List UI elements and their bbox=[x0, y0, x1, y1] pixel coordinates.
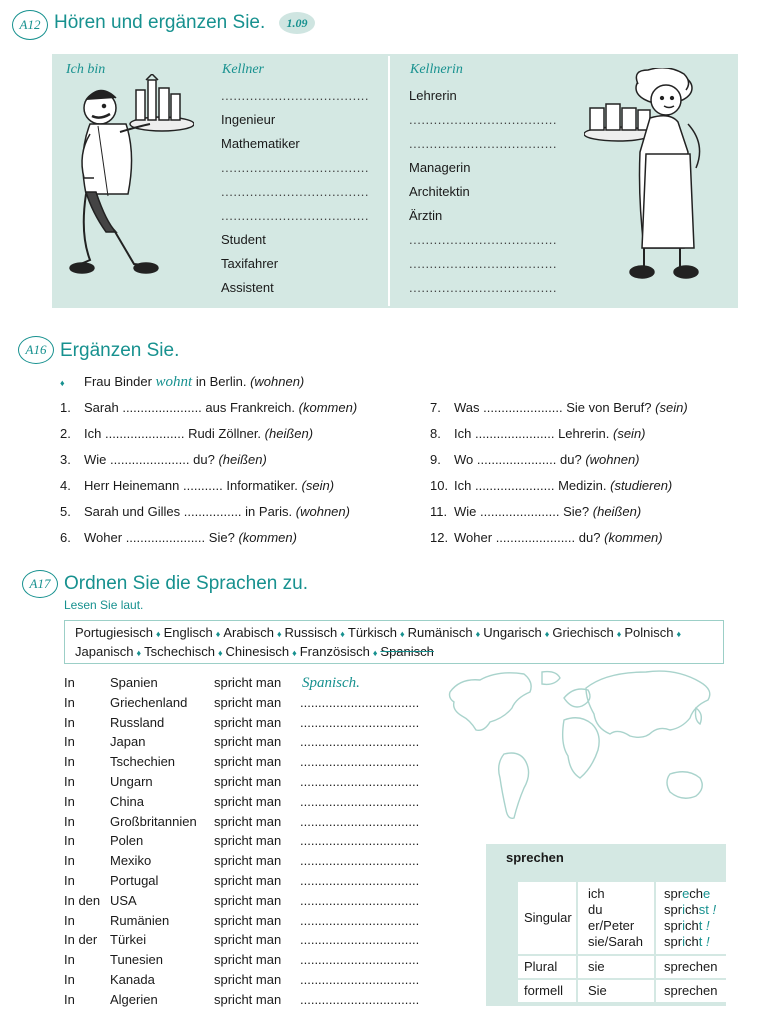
word: Griechisch bbox=[552, 625, 614, 640]
word: Englisch bbox=[163, 625, 213, 640]
exercise-item: 12. Woher ...................... du? (kommen) bbox=[430, 530, 663, 545]
answer-blank[interactable]: ................................. bbox=[300, 932, 420, 948]
exercise-item: 5. Sarah und Gilles ................ in Paris. (wohnen) bbox=[60, 504, 350, 519]
answer-blank[interactable]: ................................. bbox=[300, 952, 420, 968]
kellnerin-item-blank[interactable]: .................................... bbox=[409, 112, 558, 127]
formal-pronoun-cell: Sie bbox=[578, 980, 654, 1002]
answer-blank[interactable]: ................ bbox=[183, 504, 242, 519]
singular-pronouns-cell: ich du er/Peter sie/Sarah bbox=[578, 882, 654, 954]
audio-track-badge[interactable]: 1.09 bbox=[279, 12, 315, 34]
answer-blank[interactable]: ........... bbox=[183, 478, 223, 493]
a16-left-items bbox=[60, 398, 420, 554]
word: Tschechisch bbox=[144, 644, 215, 659]
exercise-item: 3. Wie ...................... du? (heißen) bbox=[60, 452, 267, 467]
answer-blank[interactable]: ................................. bbox=[300, 793, 420, 809]
answer-blank[interactable]: ...................... bbox=[122, 400, 202, 415]
answer-blank[interactable]: ...................... bbox=[480, 504, 560, 519]
column-heading-ich-bin: Ich bin bbox=[66, 62, 106, 77]
plural-label-cell: Plural bbox=[518, 956, 576, 978]
kellner-item: Assistent bbox=[221, 280, 274, 295]
word: Ungarisch bbox=[483, 625, 542, 640]
answer-blank[interactable]: ................................. bbox=[300, 912, 420, 928]
waitress-illustration bbox=[584, 68, 724, 290]
answer-blank[interactable]: ................................. bbox=[300, 714, 420, 730]
exercise-item: 6. Woher ...................... Sie? (kommen) bbox=[60, 530, 297, 545]
answer-blank[interactable]: ...................... bbox=[125, 530, 206, 545]
answer-blank[interactable]: ................................. bbox=[300, 754, 420, 770]
kellnerin-list bbox=[409, 84, 557, 300]
answer-blank[interactable]: ................................. bbox=[300, 833, 420, 849]
word: Französisch bbox=[299, 644, 370, 659]
exercise-item: 8. Ich ...................... Lehrerin. (sein) bbox=[430, 426, 646, 441]
exercise-title-a17: Ordnen Sie die Sprachen zu. bbox=[64, 573, 308, 594]
kellner-item-blank[interactable]: .................................... bbox=[221, 160, 370, 175]
column-divider bbox=[388, 56, 390, 306]
kellnerin-item: Managerin bbox=[409, 160, 471, 175]
word: Portugiesisch bbox=[75, 625, 154, 640]
answer-blank[interactable]: ...................... bbox=[474, 426, 555, 441]
example-hint: (wohnen) bbox=[250, 374, 305, 389]
exercise-item: 4. Herr Heinemann ........... Informatiker. (sein) bbox=[60, 478, 335, 493]
exercise-item: 9. Wo ...................... du? (wohnen) bbox=[430, 452, 640, 467]
word: Chinesisch bbox=[225, 644, 290, 659]
singular-forms-cell: spreche sprichst ! spricht ! spricht ! bbox=[656, 882, 726, 954]
kellnerin-item: Architektin bbox=[409, 184, 470, 199]
word-line-1: Portugiesisch ♦ Englisch ♦ Arabisch ♦ Russisch ♦ Türkisch ♦ Rumänisch ♦ Ungarisch ♦ Griechisch ♦ Polnisch ♦ bbox=[75, 625, 682, 640]
word: Polnisch bbox=[624, 625, 674, 640]
exercise-title-a16: Ergänzen Sie. bbox=[60, 340, 180, 361]
exercise-subtitle-a17: Lesen Sie laut. bbox=[64, 598, 144, 612]
kellner-item: Mathematiker bbox=[221, 136, 300, 151]
answer-blank[interactable]: Spanisch. bbox=[302, 675, 360, 691]
exercise-badge-a16: A16 bbox=[18, 336, 54, 364]
answer-blank[interactable]: ................................. bbox=[300, 892, 420, 908]
kellner-item-blank[interactable]: .................................... bbox=[221, 88, 370, 103]
answer-blank[interactable]: ...................... bbox=[110, 452, 190, 467]
kellnerin-item-blank[interactable]: .................................... bbox=[409, 136, 558, 151]
answer-blank[interactable]: ...................... bbox=[483, 400, 563, 415]
plural-form-cell: sprechen bbox=[656, 956, 726, 978]
exercise-title-a12: Hören und ergänzen Sie. bbox=[54, 12, 266, 33]
answer-blank[interactable]: ................................. bbox=[300, 853, 420, 869]
kellnerin-item: Ärztin bbox=[409, 208, 443, 223]
answer-blank[interactable]: ...................... bbox=[476, 452, 557, 467]
conjugation-table-sprechen bbox=[486, 844, 726, 1006]
kellner-item-blank[interactable]: .................................... bbox=[221, 208, 370, 223]
column-heading-kellner: Kellner bbox=[222, 62, 264, 77]
column-heading-kellnerin: Kellnerin bbox=[410, 62, 463, 77]
exercise-item: 1. Sarah ...................... aus Frankreich. (kommen) bbox=[60, 400, 358, 415]
answer-blank[interactable]: ................................. bbox=[300, 991, 420, 1007]
answer-blank[interactable]: ................................. bbox=[300, 972, 420, 987]
formal-form-cell: sprechen bbox=[656, 980, 726, 1002]
kellner-item: Student bbox=[221, 232, 266, 247]
waiter-illustration bbox=[62, 74, 194, 286]
word: Türkisch bbox=[347, 625, 398, 640]
kellner-item: Ingenieur bbox=[221, 112, 276, 127]
kellnerin-item-blank[interactable]: .................................... bbox=[409, 280, 558, 295]
word: Rumänisch bbox=[407, 625, 473, 640]
example-answer: wohnt bbox=[155, 374, 193, 390]
kellner-item-blank[interactable]: .................................... bbox=[221, 184, 370, 199]
kellner-list bbox=[221, 84, 369, 300]
word: Arabisch bbox=[223, 625, 274, 640]
a16-right-items bbox=[430, 398, 760, 554]
answer-blank[interactable]: ...................... bbox=[474, 478, 555, 493]
word: Russisch bbox=[284, 625, 338, 640]
answer-blank[interactable]: ................................. bbox=[300, 774, 420, 789]
word-line-2: Japanisch ♦ Tschechisch ♦ Chinesisch ♦ Französisch ♦ Spanisch bbox=[75, 644, 434, 659]
conjugation-grid bbox=[516, 880, 726, 1004]
exercise-item: 7. Was ...................... Sie von Beruf? (sein) bbox=[430, 400, 688, 415]
word-used: Spanisch bbox=[380, 644, 434, 659]
language-word-box bbox=[64, 620, 724, 664]
example-bullet: ♦ bbox=[60, 378, 65, 388]
kellnerin-item-blank[interactable]: .................................... bbox=[409, 256, 558, 271]
conjugation-title: sprechen bbox=[506, 850, 564, 865]
a16-example bbox=[60, 372, 460, 394]
exercise-item: 10. Ich ...................... Medizin. (studieren) bbox=[430, 478, 673, 493]
answer-blank[interactable]: ...................... bbox=[495, 530, 576, 545]
kellner-item: Taxifahrer bbox=[221, 256, 279, 271]
answer-blank[interactable]: ................................. bbox=[300, 734, 420, 750]
answer-blank[interactable]: ................................. bbox=[300, 873, 420, 888]
answer-blank[interactable]: ...................... bbox=[104, 426, 185, 441]
language-rows: In Spanien spricht man Spanisch. In Griechenland spricht man ................................. In Russland spricht man ................................. In Japan spricht man ................................. In Tschechien spricht man ................................. In Ungarn spricht man ................................. In China spricht man ................................. In Großbritannien spricht man ................................. In Polen spricht man ................................. In Mexiko spricht man ................................. In Portugal spricht man ................................. In den USA spricht man ................................. In Rumänien spricht man ................................. In der Türkei spricht man ................................. In Tunesien spricht man ................................. In Kanada spricht man ................................. In Algerien spricht man ................................. bbox=[64, 673, 444, 1013]
formal-label-cell: formell bbox=[518, 980, 576, 1002]
kellnerin-item: Lehrerin bbox=[409, 88, 457, 103]
word: Japanisch bbox=[75, 644, 134, 659]
example-rest: in Berlin. bbox=[195, 374, 247, 389]
exercise-badge-a17: A17 bbox=[22, 570, 58, 598]
exercise-item: 2. Ich ...................... Rudi Zöllner. (heißen) bbox=[60, 426, 314, 441]
answer-blank[interactable]: ................................. bbox=[300, 813, 420, 829]
kellnerin-item-blank[interactable]: .................................... bbox=[409, 232, 558, 247]
exercise-item: 11. Wie ...................... Sie? (heißen) bbox=[430, 504, 642, 519]
answer-blank[interactable]: ................................. bbox=[300, 694, 420, 710]
example-subject: Frau Binder bbox=[84, 374, 152, 389]
plural-pronoun-cell: sie bbox=[578, 956, 654, 978]
world-map-illustration bbox=[446, 668, 728, 828]
exercise-badge-a12: A12 bbox=[12, 10, 48, 40]
singular-label-cell: Singular bbox=[518, 882, 576, 954]
